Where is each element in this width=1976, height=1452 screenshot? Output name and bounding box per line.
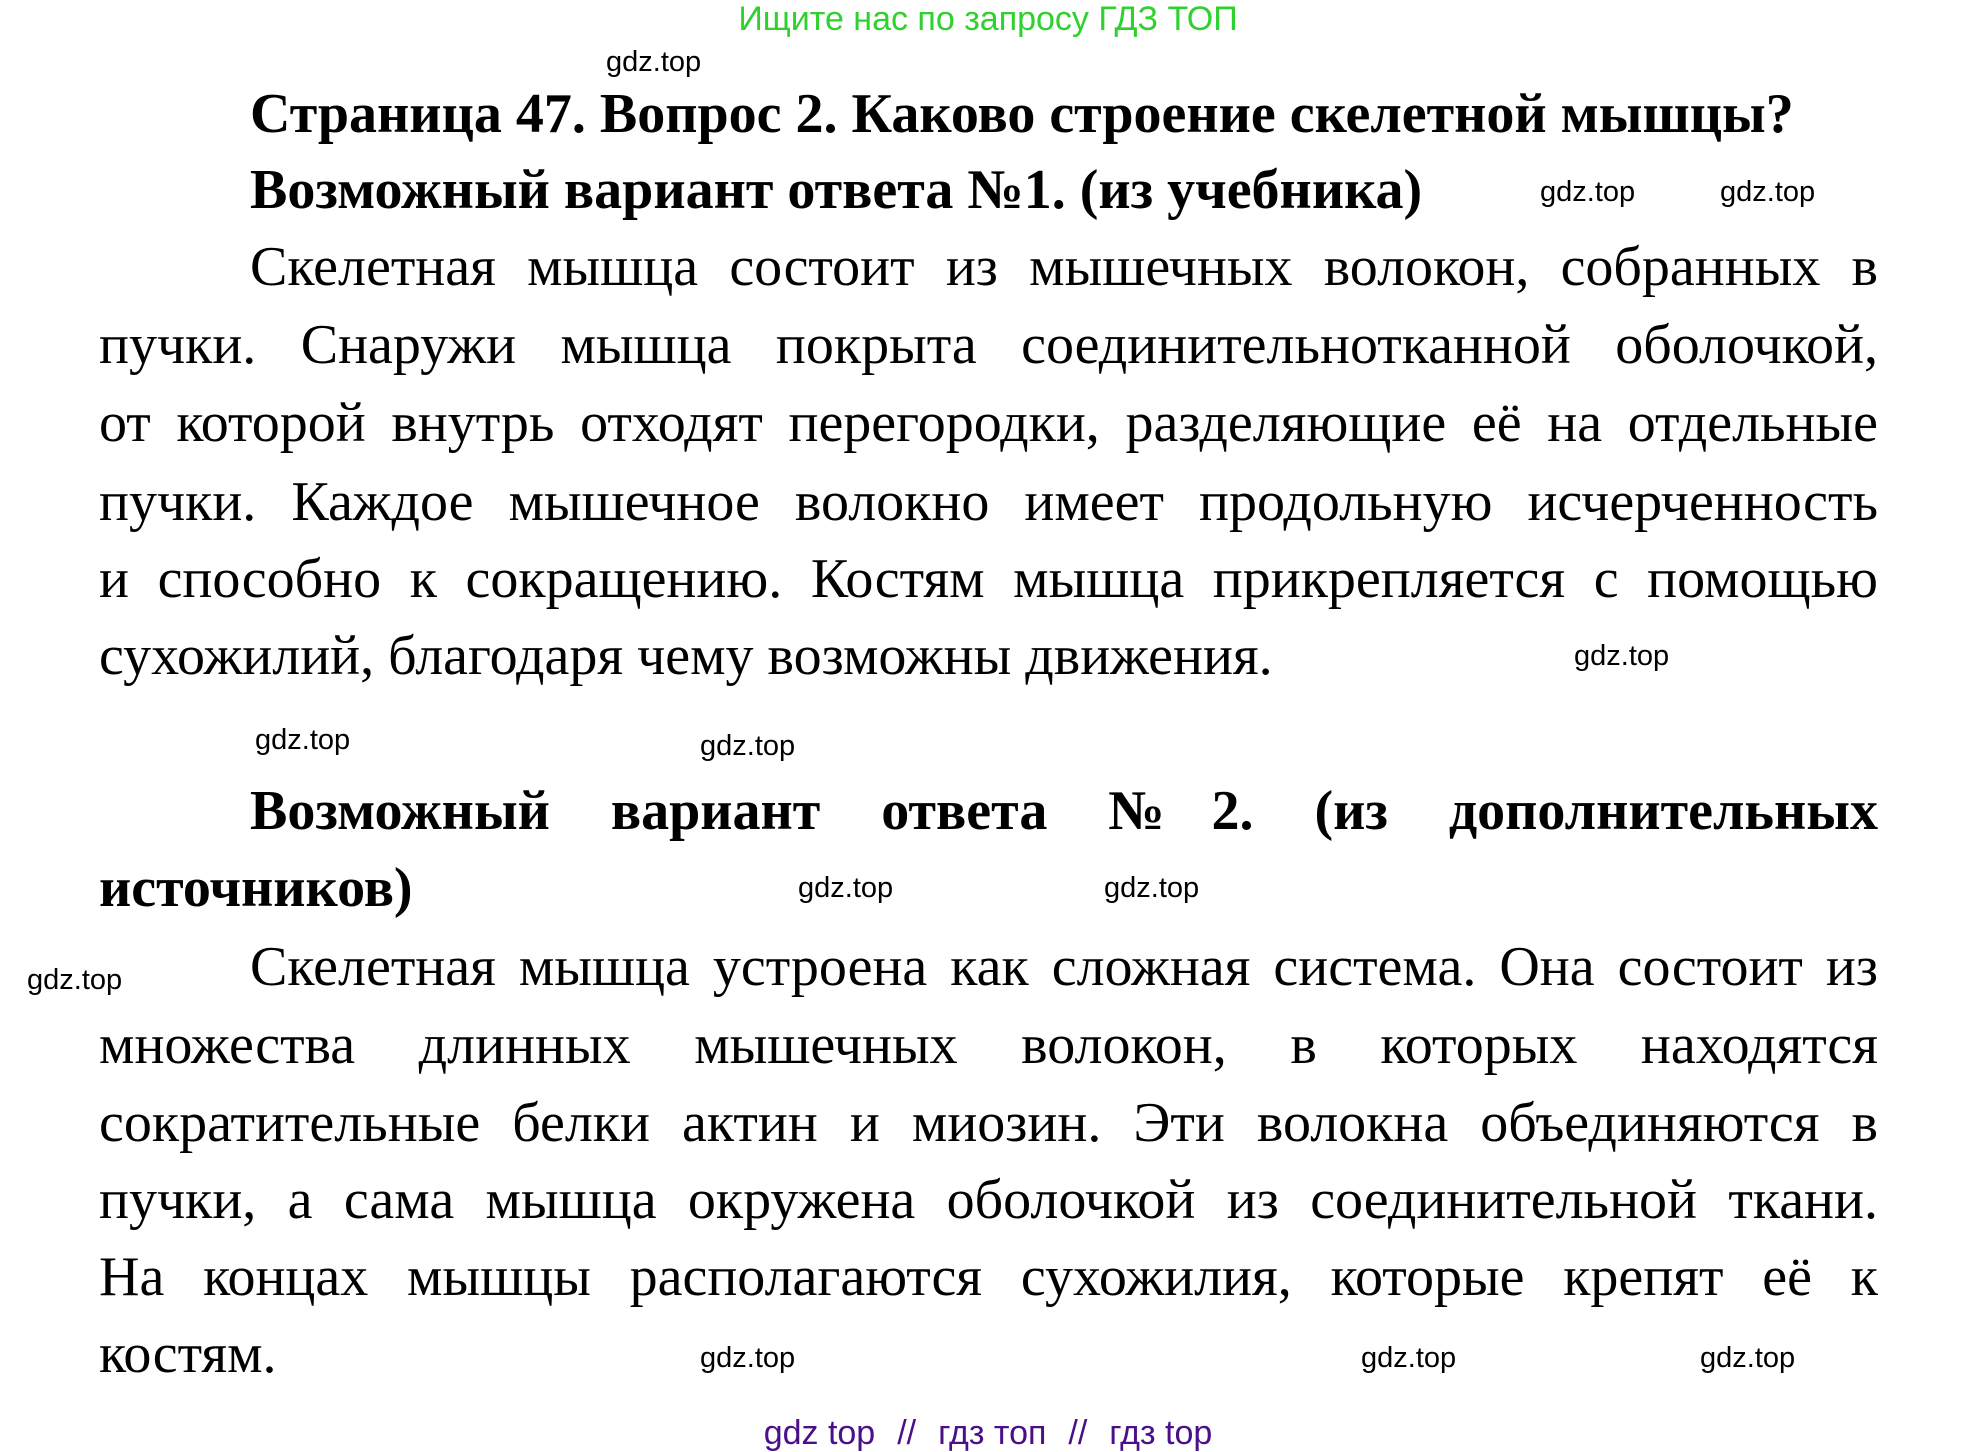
answer1-line: пучки. Каждое мышечное волокно имеет продольную исчерченность [99,471,1878,533]
answer2-line: множества длинных мышечных волокон, в которых находятся [99,1014,1878,1076]
answer2-line: пучки, а сама мышца окружена оболочкой из соединительной ткани. [99,1169,1878,1231]
watermark: gdz.top [606,46,702,78]
search-banner: Ищите нас по запросу ГДЗ ТОП [738,0,1238,38]
watermark: gdz.top [798,872,894,904]
footer-link[interactable]: гдз топ [938,1414,1047,1452]
watermark: gdz.top [1540,176,1636,208]
watermark: gdz.top [1574,640,1670,672]
answer1-line: от которой внутрь отходят перегородки, разделяющие её на отдельные [99,392,1878,454]
answer2-line: сократительные белки актин и миозин. Эти волокна объединяются в [99,1092,1878,1154]
footer-links [0,1414,1976,1452]
answer1-line: и способно к сокращению. Костям мышца прикрепляется с помощью [99,548,1878,610]
answer2-line: На концах мышцы располагаются сухожилия, которые крепят её к [99,1246,1878,1308]
watermark: gdz.top [700,730,796,762]
answer1-heading: Возможный вариант ответа №1. (из учебника) [250,159,1423,221]
watermark: gdz.top [1104,872,1200,904]
answer2-heading: Возможный вариант ответа №2. (из дополнительных [250,780,1878,842]
watermark: gdz.top [1700,1342,1796,1374]
answer2-line: костям. [99,1323,277,1385]
footer-separator: // [1068,1414,1088,1452]
answer2-line: Скелетная мышца устроена как сложная система. Она состоит из [250,936,1878,998]
answer1-line: Скелетная мышца состоит из мышечных волокон, собранных в [250,236,1878,298]
watermark: gdz.top [1361,1342,1457,1374]
answer1-line: сухожилий, благодаря чему возможны движения. [99,625,1273,687]
watermark: gdz.top [255,724,351,756]
watermark: gdz.top [1720,176,1816,208]
page-title: Страница 47. Вопрос 2. Каково строение скелетной мышцы? [250,83,1794,145]
footer-link[interactable]: gdz top [763,1414,876,1452]
answer1-line: пучки. Снаружи мышца покрыта соединительнотканной оболочкой, [99,314,1878,376]
footer-separator: // [897,1414,917,1452]
watermark: gdz.top [700,1342,796,1374]
watermark: gdz.top [27,964,123,996]
answer2-heading-cont: источников) [99,857,413,919]
footer-link[interactable]: гдз top [1109,1414,1213,1452]
